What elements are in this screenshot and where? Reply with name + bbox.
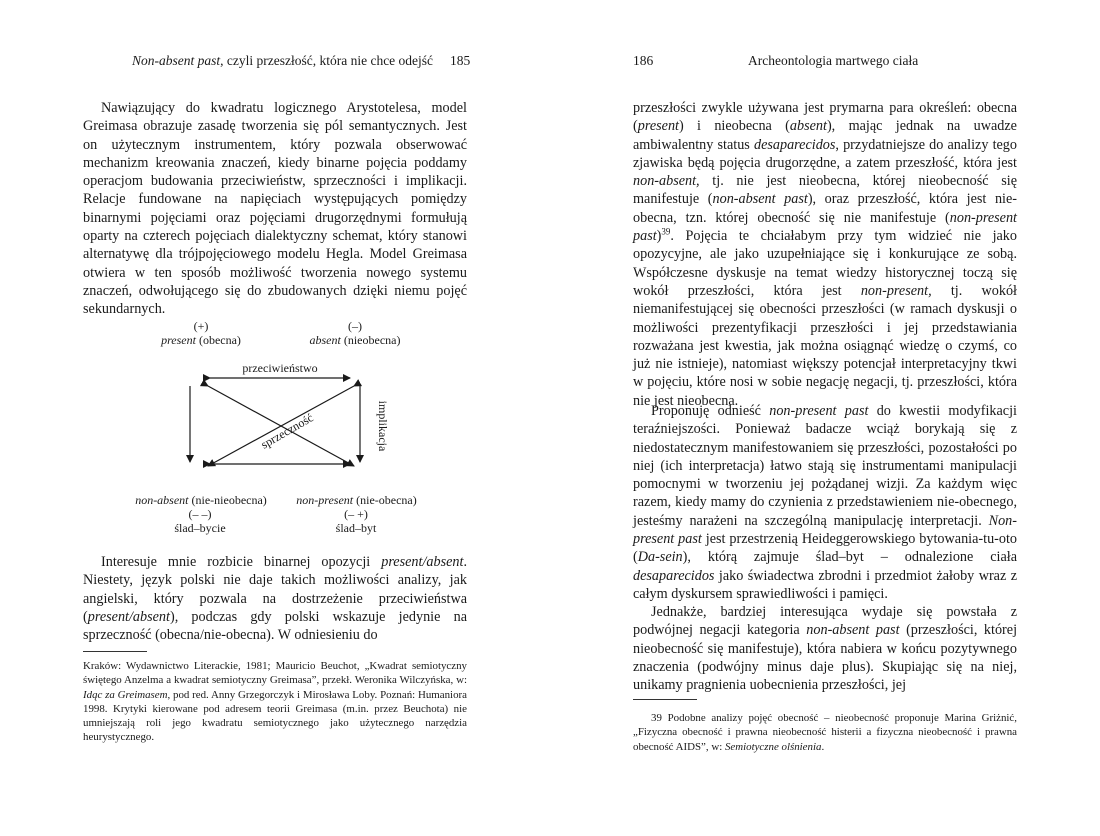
header-title-italic: Non-absent past	[132, 53, 221, 68]
relation-contradiction: sprzeczność	[258, 410, 316, 452]
bottom-right-name: ślad–byt	[335, 521, 377, 535]
relation-implication: implikacja	[376, 400, 390, 452]
bottom-left-sign: (– –)	[188, 507, 212, 521]
top-right-sign: (–)	[348, 319, 362, 333]
relation-contrariety: przeciwieństwo	[242, 361, 318, 375]
footnote-rule-left	[83, 651, 147, 652]
right-paragraph-3: Jednakże, bardziej interesująca wydaje się powstała z podwójnej negacji kategoria non-absent past (przeszłości, której nieobecność się manifestuje), która nabiera w końcu pozytywnego znaczenia (podwójny minus daje plus). Skupiając się na niej, unikamy pragnienia uobecnienia przeszłości, jej	[633, 604, 1018, 694]
bottom-right-sign: (– +)	[344, 507, 368, 521]
bottom-left-name: ślad–bycie	[174, 521, 226, 535]
right-page-number: 186	[633, 53, 654, 68]
footnote-rule-right	[633, 699, 697, 700]
top-left-sign: (+)	[193, 319, 209, 333]
left-page-number: 185	[450, 53, 471, 68]
footnote-ref-39: 39	[661, 226, 671, 237]
header-title-rest: , czyli przeszłość, która nie chce odejść	[220, 53, 434, 68]
right-footnote: 39 Podobne analizy pojęć obecność – nieobecność proponuje Marina Griżnić, „Fizyczna obecność i prawna nieobecność histerii a fizyczna nieobecność i prawna obecność AIDS”, w: Semiotyczne olśnienia.	[633, 712, 1017, 753]
top-left-label: present (obecna)	[161, 333, 241, 347]
bottom-left-label: non-absent (nie-nieobecna)	[135, 493, 267, 507]
left-paragraph-1: Nawiązujący do kwadratu logicznego Arystotelesa, model Greimasa obrazuje zasadę tworzenia się pól semantycznych. Jest on użytecznym instrumentem, który pozwala obserwować mechanizm kreowania znaczeń, kiedy binarne pojęcia poddamy operacjom budowania przeciwieństw, sprzeczności i implikacji. Relacje fundowane na napięciach występujących pomiędzy binarnymi pojęciami oraz pojęciami drugorzędnymi formułują oparty na czterech pojęciach dialektyczny schemat, który stanowi alternatywę dla trójpojęciowego modelu Hegla. Model Greimasa otwiera w ten sposób możliwość tworzenia nowego systemu znaczeń, odwołującego się do zbudowanych dzięki niemu pojęć sekundarnych.	[83, 100, 467, 318]
top-right-label: absent (nieobecna)	[309, 333, 401, 347]
left-paragraph-2: Interesuje mnie rozbicie binarnej opozycji present/absent. Niestety, język polski nie daje takich możliwości analizy, jak angielski, który pozwala na dostrzeżenie przeciwieństwa (present/absent), podczas gdy polski wskazuje jedynie na sprzeczność (obecna/nie-obecna). W odniesieniu do	[83, 554, 467, 644]
right-paragraph-2: Proponuję odnieść non-present past do kwestii modyfikacji teraźniejszości. Ponieważ badacze wciąż borykają się z niedostatecznym manifestowaniem się przeszłości, pozostałości po niej (ich interpretacja) łatwo stają się instrumentami manipulacji pomocnymi w tworzeniu jej pożądanej wizji. Za każdym więc razem, kiedy mamy do czynienia z przedstawieniem nie-obecnego, jesteśmy narażeni na szczególną manipulację interpretacji. Non-present past jest przestrzenią Heideggerowskiego bytowania-tu-oto (Da-sein), którą zajmuje ślad–byt – odnalezione ciała desaparecidos jako świadectwa zbrodni i przedmiot żałoby wraz z całym dyskursem sprawiedliwości i pamięci.	[633, 403, 1018, 602]
bottom-right-label: non-present (nie-obecna)	[296, 493, 417, 507]
right-running-header: Archeontologia martwego ciała	[748, 53, 919, 68]
right-paragraph-1: przeszłości zwykle używana jest prymarna para określeń: obecna (present) i nieobecna (absent), mając jednak na uwadze ambiwalentny status desaparecidos, przydatniejsze do analizy tego zjawiska będą pojęcia drugorzędne, a zatem przeszłość, która jest non-absent, tj. nie jest nieobecna, której nieobecność się manifestuje (non-absent past), oraz przeszłość, która jest nie-obecna, tzn. której obecność się nie manifestuje (non-present past)$^{39}$. Pojęcia te chciałabym przy tym widzieć nie jako opozycyjne, ale jako uzupełniające się i konkurujące ze sobą. Współczesne dyskusje na temat wiedzy historycznej toczą się wokół przeszłości, która jest non-present, tj. wokół niemanifestującej się obecności przeszłości (w ramach dyskusji o możliwości prezentyfikacji przeszłości i jej przedstawiania rozważana jest kwestia, jak można osiągnąć wiedzę o czymś, co już nie istnieje), natomiast większy potencjał interpretacyjny tkwi w pojęciu, które nosi w sobie negację negacji, tj. przeszłości, która nie jest nieobecna.	[633, 100, 1017, 409]
left-running-header	[132, 53, 433, 69]
left-footnote: Kraków: Wydawnictwo Literackie, 1981; Mauricio Beuchot, „Kwadrat semiotyczny świętego Anzelma a kwadrat semiotyczny Greimasa”, przekł. Weronika Wilczyńska, w: Idąc za Greimasem, pod red. Anny Grzegorczyk i Mirosława Loby. Poznań: Humaniora 1998. Krytyki kierowane pod adresem teorii Greimasa (m.in. przez Beuchota) nie umniejszają roli jego kwadratu semiotycznego jako użytecznego narzędzia heurystycznego.	[83, 660, 467, 744]
